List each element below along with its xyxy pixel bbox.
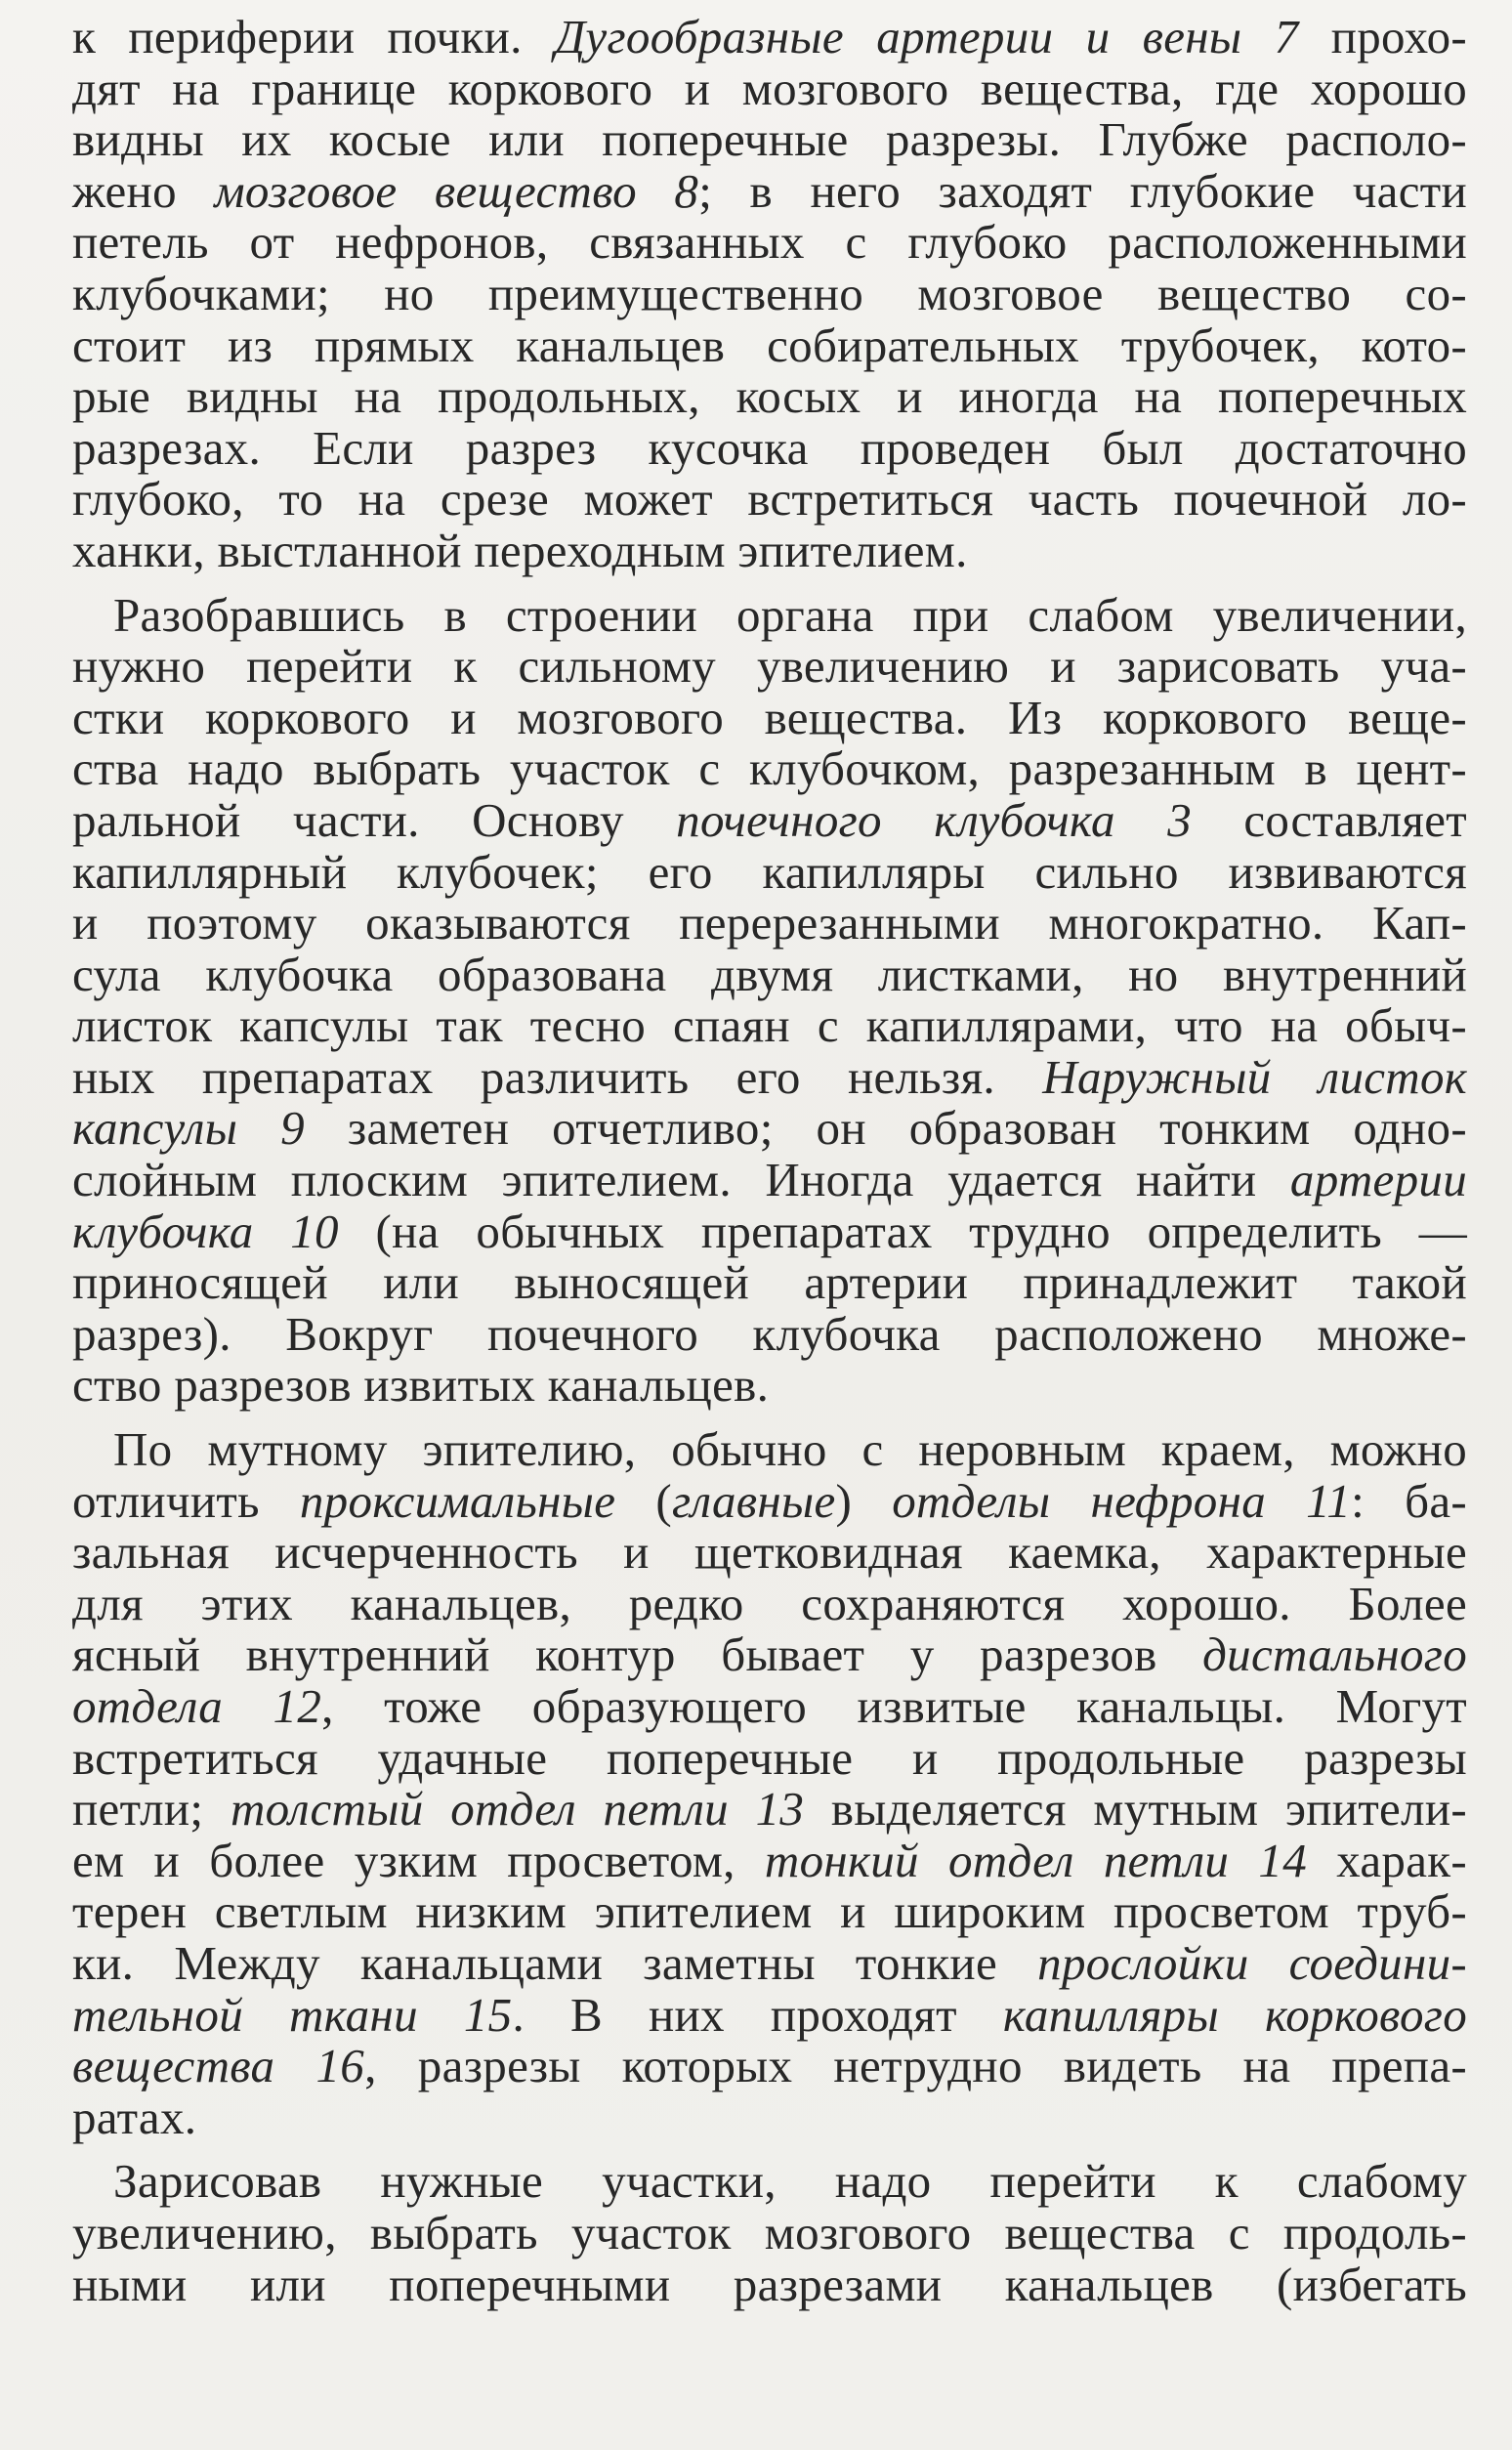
text-run: ) (835, 1473, 893, 1528)
text-run: петель от нефронов, связанных с глубоко расположенными (72, 215, 1467, 270)
text-line (72, 1049, 1468, 1104)
italic-term: толстый отдел петли 13 (230, 1782, 805, 1837)
text-run: . В них проходят (512, 1987, 1003, 2042)
text-run: листок капсулы так тесно спаян с капиллярами, что на обыч- (72, 998, 1467, 1053)
text-line (72, 1576, 1467, 1630)
italic-term: артерии (1289, 1153, 1467, 1207)
text-line (72, 1681, 1467, 1733)
text-run: ( (615, 1473, 672, 1528)
text-run: харак- (1307, 1833, 1468, 1887)
paragraph (72, 12, 1467, 577)
text-run: ными или поперечными разрезами канальцев (избегать (72, 2257, 1467, 2311)
text-run: разрезах. Если разрез кусочка проведен был достаточно (72, 420, 1467, 475)
text-line (72, 474, 1467, 526)
text-line (72, 1424, 1467, 1476)
italic-term: Наружный листок (1042, 1049, 1468, 1104)
text-line (72, 1360, 1467, 1412)
text-line (72, 844, 1467, 899)
paragraph (72, 2156, 1467, 2310)
text-line (72, 1306, 1467, 1361)
text-line (72, 1257, 1467, 1309)
text-line (72, 2092, 1467, 2144)
text-run: слойным плоским эпителием. Иногда удается найти (72, 1153, 1290, 1207)
text-run: ки. Между канальцами заметны тонкие (72, 1935, 1038, 1990)
text-run: видны их косые или поперечные разрезы. Глубже располо- (72, 112, 1467, 167)
italic-term: главные (671, 1473, 836, 1528)
text-run: глубоко, то на срезе может встретиться часть почечной ло- (72, 472, 1467, 527)
text-run: отличить (72, 1473, 300, 1528)
text-run: клубочками; но преимущественно мозговое вещество со- (72, 266, 1467, 320)
italic-term: отделы нефрона 11 (892, 1473, 1352, 1528)
text-line (72, 1886, 1467, 1938)
text-run: и поэтому оказываются перерезанными многократно. Кап- (72, 896, 1467, 950)
italic-term: отдела 12 (72, 1679, 322, 1733)
text-run: терен светлым низким эпителием и широким просветом труб- (72, 1884, 1467, 1939)
text-run: жено (72, 163, 215, 218)
text-line (72, 1784, 1467, 1836)
text-run: ных препаратах различить его нельзя. (72, 1049, 1043, 1104)
italic-term: клубочка 10 (72, 1204, 339, 1258)
text-line (72, 12, 1467, 63)
text-run: увеличению, выбрать участок мозгового вещества с продоль- (72, 2205, 1467, 2260)
italic-term: капсулы 9 (72, 1101, 305, 1156)
text-run: капиллярный клубочек; его капилляры сильно извиваются (72, 844, 1467, 899)
text-line (72, 1629, 1467, 1681)
text-line (72, 641, 1467, 693)
text-run: приносящей или выносящей артерии принадлежит такой (72, 1255, 1467, 1310)
italic-term: прослойки соедини- (1037, 1935, 1468, 1990)
text-run: ство разрезов извитых канальцев. (72, 1358, 770, 1413)
text-run: к периферии почки. (72, 10, 555, 63)
text-run: : ба- (1351, 1473, 1467, 1528)
text-line (72, 1103, 1467, 1155)
text-line (72, 1527, 1467, 1579)
text-line (72, 2156, 1467, 2208)
text-line (72, 1935, 1468, 1990)
italic-term: Дугообразные артерии и вены 7 (554, 10, 1299, 63)
text-line (72, 1833, 1468, 1887)
italic-term: тонкий отдел петли 14 (764, 1833, 1308, 1887)
text-run: рые видны на продольных, косых и иногда на поперечных (72, 369, 1467, 424)
paragraph (72, 587, 1468, 1413)
italic-term: вещества 16 (72, 2039, 365, 2093)
text-run: ханки, выстланной переходным эпителием. (72, 523, 968, 577)
text-line (72, 1730, 1467, 1785)
text-run: Разобравшись в строении органа при слабом увеличении, (113, 587, 1467, 642)
text-line (72, 1987, 1467, 2042)
text-run: петли; (72, 1782, 231, 1837)
text-line (72, 1155, 1467, 1206)
italic-term: мозговое вещество 8 (214, 163, 699, 218)
text-line (72, 1206, 1467, 1258)
text-line (72, 317, 1467, 372)
text-run: дят на границе коркового и мозгового вещества, где хорошо (72, 61, 1467, 115)
italic-term: дистального (1202, 1627, 1467, 1682)
text-line (72, 947, 1467, 1001)
text-run: ратах. (72, 2090, 197, 2144)
text-run: заметен отчетливо; он образован тонким одно- (304, 1101, 1467, 1156)
text-line (72, 1473, 1467, 1528)
page-text (72, 12, 1467, 2310)
text-run: ; в него заходят глубокие части (698, 163, 1467, 218)
text-run: , тоже образующего извитые канальцы. Могут (321, 1679, 1467, 1733)
text-line (72, 2257, 1467, 2311)
text-line (72, 371, 1467, 423)
italic-term: тельной ткани 15 (72, 1987, 513, 2042)
text-run: стки коркового и мозгового вещества. Из коркового веще- (72, 690, 1467, 744)
text-run: для этих канальцев, редко сохраняются хорошо. Более (72, 1576, 1467, 1630)
text-line (72, 587, 1467, 642)
text-run: ства надо выбрать участок с клубочком, разрезанным в цент- (72, 741, 1467, 796)
italic-term: почечного клубочка 3 (676, 792, 1192, 847)
text-line (72, 1000, 1467, 1052)
text-line (72, 792, 1468, 847)
text-run: ясный внутренний контур бывает у разрезов (72, 1627, 1203, 1682)
text-run: разрез). Вокруг почечного клубочка расположено множе- (72, 1306, 1467, 1361)
text-line (72, 114, 1467, 166)
text-line (72, 163, 1467, 218)
text-run: нужно перейти к сильному увеличению и зарисовать уча- (72, 639, 1467, 694)
text-run: сула клубочка образована двумя листками, но внутренний (72, 947, 1467, 1001)
paragraph (72, 1424, 1467, 2143)
text-line (72, 743, 1467, 795)
text-line (72, 523, 1467, 577)
text-line (72, 2041, 1467, 2092)
text-run: , разрезы которых нетрудно видеть на препа- (364, 2039, 1467, 2093)
text-line (72, 266, 1467, 320)
text-run: стоит из прямых канальцев собирательных трубочек, кото- (72, 317, 1467, 372)
text-line (72, 420, 1467, 475)
text-line (72, 63, 1467, 115)
text-line (72, 690, 1467, 744)
text-run: ем и более узким просветом, (72, 1833, 765, 1887)
italic-term: проксимальные (299, 1473, 616, 1528)
italic-term: капилляры коркового (1002, 1987, 1467, 2042)
text-run: выделяется мутным эпители- (804, 1782, 1467, 1837)
text-run: прохо- (1298, 10, 1467, 63)
text-run: (на обычных препаратах трудно определить — (338, 1204, 1467, 1258)
text-run: По мутному эпителию, обычно с неровным краем, можно (113, 1422, 1467, 1477)
text-line (72, 898, 1467, 950)
text-line (72, 217, 1467, 269)
text-run: встретиться удачные поперечные и продольные разрезы (72, 1730, 1467, 1785)
text-run: зальная исчерченность и щетковидная каемка, характерные (72, 1525, 1467, 1580)
text-run: ральной части. Основу (72, 792, 677, 847)
text-line (72, 2205, 1467, 2260)
text-run: Зарисовав нужные участки, надо перейти к слабому (113, 2154, 1467, 2209)
text-run: составляет (1192, 792, 1468, 847)
